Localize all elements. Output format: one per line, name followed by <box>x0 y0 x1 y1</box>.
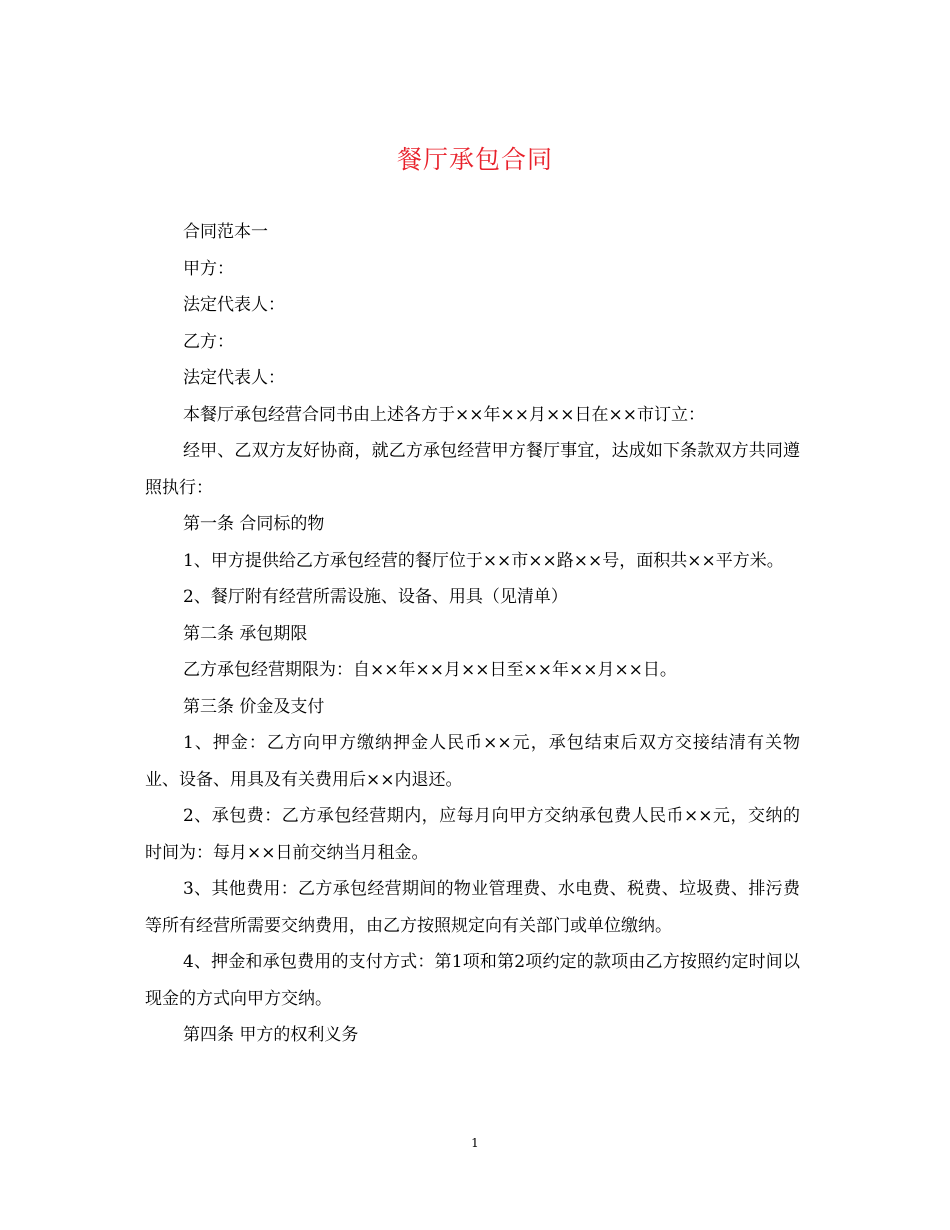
document-title: 餐厅承包合同 <box>396 145 553 174</box>
document-body <box>145 214 800 1054</box>
article-4-heading: 第四条 甲方的权利义务 <box>183 1025 359 1045</box>
article-2-clause: 乙方承包经营期限为：自××年××月××日至××年××月××日。 <box>183 660 677 680</box>
article-3-clause-4: 4、押金和承包费用的支付方式：第1项和第2项约定的款项由乙方按照约定时间以现金的方式向甲方交纳。 <box>145 952 800 1009</box>
paragraph-party-a: 甲方： <box>183 258 234 279</box>
paragraph-party-b: 乙方： <box>183 331 234 352</box>
article-3-clause-2: 2、承包费：乙方承包经营期内，应每月向甲方交纳承包费人民币××元，交纳的时间为：每月××日前交纳当月租金。 <box>145 806 800 863</box>
article-3-clause-3: 3、其他费用：乙方承包经营期间的物业管理费、水电费、税费、垃圾费、排污费等所有经营所需要交纳费用，由乙方按照规定向有关部门或单位缴纳。 <box>145 879 800 936</box>
article-1-clause-1: 1、甲方提供给乙方承包经营的餐厅位于××市××路××号，面积共××平方米。 <box>183 550 784 571</box>
paragraph-template-label: 合同范本一 <box>183 222 268 242</box>
article-1-heading: 第一条 合同标的物 <box>183 514 325 534</box>
article-1-clause-2: 2、餐厅附有经营所需设施、设备、用具（见清单） <box>183 587 568 607</box>
paragraph-agreement-intro: 经甲、乙双方友好协商，就乙方承包经营甲方餐厅事宜，达成如下条款双方共同遵照执行： <box>145 441 800 498</box>
paragraph-party-b-representative: 法定代表人： <box>183 368 285 388</box>
article-3-heading: 第三条 价金及支付 <box>183 696 325 717</box>
paragraph-party-a-representative: 法定代表人： <box>183 295 285 315</box>
page-number: 1 <box>471 1136 479 1150</box>
article-3-clause-1: 1、押金：乙方向甲方缴纳押金人民币××元，承包结束后双方交接结清有关物业、设备、用具及有关费用后××内退还。 <box>145 733 800 790</box>
article-2-heading: 第二条 承包期限 <box>183 623 308 644</box>
paragraph-signing-statement: 本餐厅承包经营合同书由上述各方于××年××月××日在××市订立： <box>183 404 705 425</box>
